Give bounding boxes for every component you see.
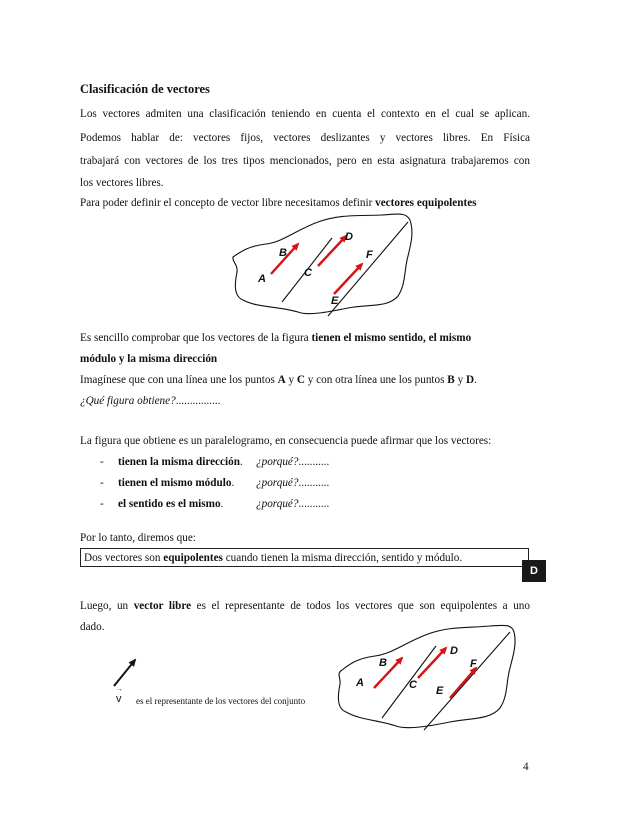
conclusion-intro: Por lo tanto, diremos que: (80, 532, 196, 544)
label-d-2: D (450, 645, 458, 657)
label-e-2: E (436, 685, 444, 697)
line-bd (328, 222, 408, 316)
section-title: Clasificación de vectores (80, 82, 210, 96)
why-dots: ........... (298, 456, 330, 468)
list-dash: - (100, 498, 104, 510)
list-item-text (118, 455, 243, 469)
why-question: ¿porqué? (256, 456, 299, 468)
list-item-text (118, 476, 234, 490)
intro-line-3-text: trabajará con vectores de los tres tipos mencionados, pero en esta asignatura trabajaremos con (80, 155, 530, 167)
vector-ef (334, 264, 362, 294)
free-vector-line (114, 660, 135, 686)
vector-ef-2 (450, 668, 476, 698)
label-a: A (258, 273, 266, 285)
intro-line-2 (80, 131, 530, 145)
definition-badge: D (522, 560, 546, 582)
point-b: B (447, 374, 455, 386)
para2-line-2: módulo y la misma dirección (80, 353, 218, 365)
why-prompt (256, 476, 329, 490)
list-item (100, 497, 104, 511)
para4-line-1 (80, 599, 530, 613)
intro-line-5 (80, 196, 477, 210)
vector-arrow-symbol: → (116, 686, 123, 693)
para2-line-3-b: y con otra línea une los puntos (304, 374, 448, 386)
intro-line-4: los vectores libres. (80, 177, 164, 189)
list-item-text (118, 497, 223, 511)
intro-line-1-text: Los vectores admiten una clasificación teniendo en cuenta el contexto en el cual se aplican. (80, 108, 530, 120)
region-outline (233, 214, 412, 314)
para2-line-3-end: . (474, 374, 477, 386)
para2-question (80, 394, 220, 408)
label-b: B (279, 247, 287, 259)
page-number: 4 (523, 761, 529, 773)
figure-vector-set (320, 622, 520, 734)
list-item (100, 476, 104, 490)
question-figure: ¿Qué figura obtiene? (80, 395, 176, 407)
para2-line-3-a: Imagínese que con una línea une los puntos (80, 374, 278, 386)
figure-equipolent-vectors (228, 212, 420, 322)
label-f-2: F (470, 658, 477, 670)
para3-intro: La figura que obtiene es un paralelogramo, en consecuencia puede afirmar que los vectores: (80, 435, 492, 447)
why-question: ¿porqué? (256, 498, 299, 510)
para2-line-1 (80, 331, 471, 345)
para4-line-2: dado. (80, 621, 105, 633)
label-d: D (345, 231, 353, 243)
point-a: A (277, 374, 286, 386)
property-sense: el sentido es el mismo (118, 498, 221, 510)
list-dash: - (100, 456, 104, 468)
definition-pre: Dos vectores son (84, 552, 164, 564)
para2-line-1-bold: tienen el mismo sentido, el mismo (311, 332, 472, 344)
vector-symbol: v (116, 693, 122, 705)
why-dots: ........... (298, 477, 330, 489)
point-d: D (465, 374, 475, 386)
para2-line-3 (80, 373, 477, 387)
list-punct: . (220, 498, 224, 510)
region-outline-2 (338, 625, 515, 727)
intro-line-1 (80, 107, 530, 121)
list-punct: . (239, 456, 243, 468)
vector-cd-2 (418, 648, 446, 678)
free-vector-caption: es el representante de los vectores del conjunto (136, 696, 306, 706)
label-f: F (366, 249, 373, 261)
label-c-2: C (409, 679, 417, 691)
intro-line-3 (80, 154, 530, 168)
line-bd-2 (424, 632, 510, 730)
label-e: E (331, 295, 339, 307)
why-prompt (256, 497, 329, 511)
label-c: C (304, 267, 312, 279)
intro-line-5-text: Para poder definir el concepto de vector libre necesitamos definir (80, 197, 376, 209)
property-module: tienen el mismo módulo (118, 477, 232, 489)
point-c: C (296, 374, 305, 386)
para2-line-3-y1: y (285, 374, 297, 386)
intro-line-2-text: Podemos hablar de: vectores fijos, vectores deslizantes y vectores libres. En Física (80, 132, 530, 144)
para2-line-1-text: Es sencillo comprobar que los vectores de la figura (80, 332, 312, 344)
free-vector-arrow (108, 652, 142, 692)
why-dots: ........... (298, 498, 330, 510)
label-a-2: A (356, 677, 364, 689)
list-dash: - (100, 477, 104, 489)
definition-post: cuando tienen la misma dirección, sentido y módulo. (222, 552, 463, 564)
term-equipolentes: vectores equipolentes (375, 197, 477, 209)
question-dots: ................ (175, 395, 221, 407)
para2-line-3-y2: y (454, 374, 466, 386)
list-punct: . (231, 477, 235, 489)
definition-term: equipolentes (163, 552, 223, 564)
para4-post: es el representante de todos los vectores que son equipolentes a uno (191, 600, 530, 612)
property-direction: tienen la misma dirección (118, 456, 240, 468)
label-b-2: B (379, 657, 387, 669)
definition-text (84, 551, 462, 565)
term-free-vector: vector libre (133, 600, 192, 612)
why-question: ¿porqué? (256, 477, 299, 489)
para4-pre: Luego, un (80, 600, 134, 612)
list-item (100, 455, 104, 469)
para4-line-1-text (80, 599, 530, 613)
why-prompt (256, 455, 329, 469)
